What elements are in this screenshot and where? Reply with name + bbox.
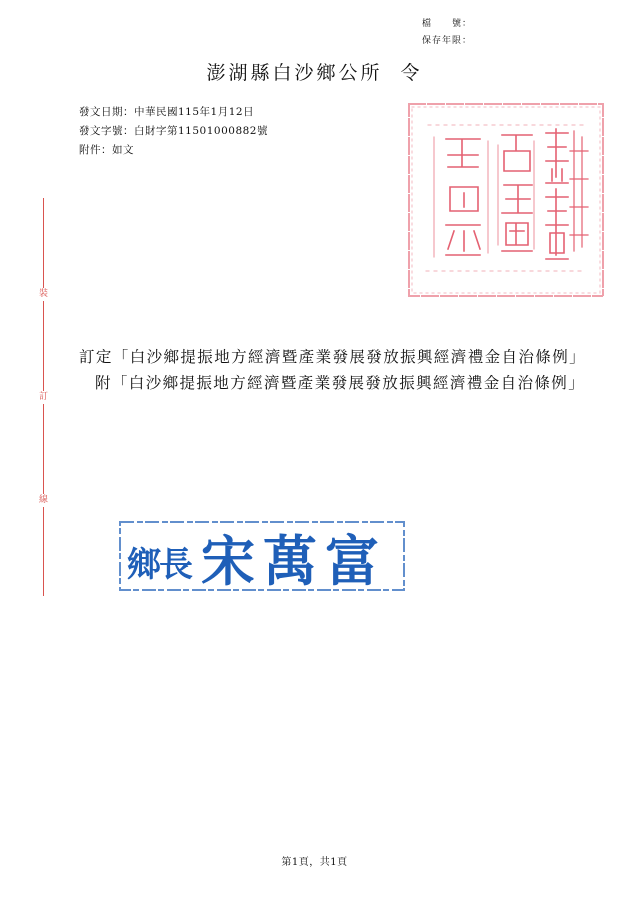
issue-date: 發文日期：中華民國115年1月12日 [79,106,255,118]
official-seal-stamp [406,101,606,299]
document-type: 令 [400,62,423,84]
page-footer: 第1頁，共1頁 [281,857,348,868]
svg-text:宋萬富: 宋萬富 [201,529,387,593]
attachment-info: 附件：如文 [79,144,134,156]
file-number-label: 檔 號： [422,19,473,29]
body-paragraph-decree: 訂定「白沙鄉提振地方經濟暨產業發展發放振興經濟禮金自治條例」 [79,348,587,366]
issuing-organization: 澎湖縣白沙鄉公所 [206,62,383,84]
body-paragraph-attachment: 附「白沙鄉提振地方經濟暨產業發展發放振興經濟禮金自治條例」 [95,374,586,392]
binding-char-ding: 訂 [38,392,48,402]
document-body [79,344,587,396]
mayor-signature-stamp [117,518,407,594]
archive-info [422,16,472,50]
document-title [0,58,629,85]
svg-text:鄉長: 鄉長 [127,545,191,585]
document-meta [79,103,268,160]
binding-char-xian: 線 [38,495,48,505]
document-number: 發文字號：白財字第11501000882號 [79,125,268,137]
binding-char-zhuang: 裝 [38,289,48,299]
retention-period-label: 保存年限： [422,36,473,46]
